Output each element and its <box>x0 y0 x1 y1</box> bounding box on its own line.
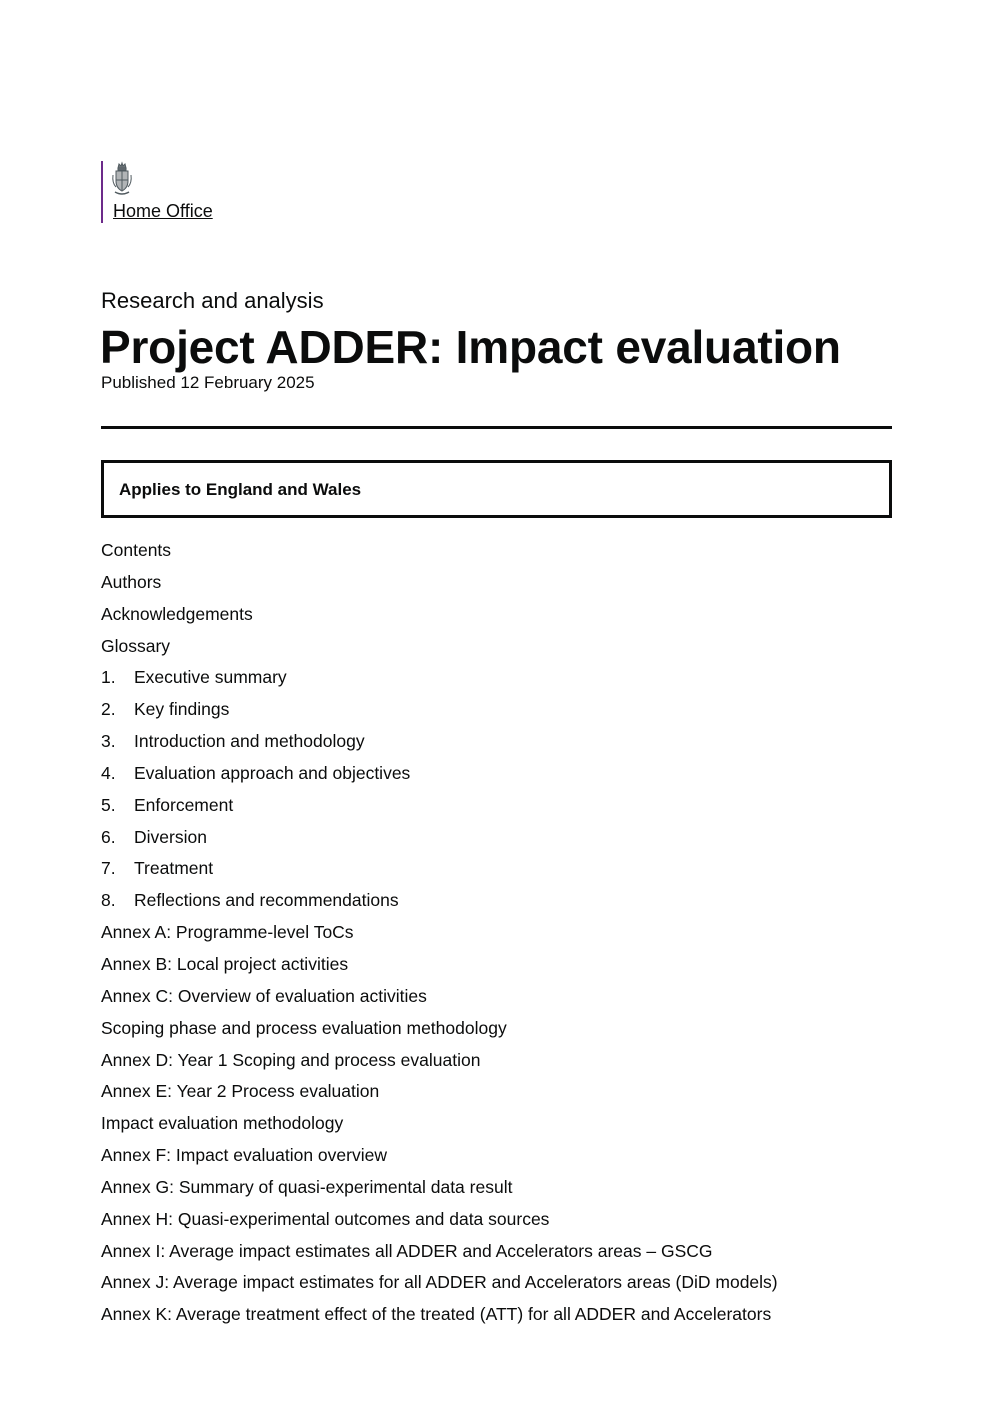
page-title: Project ADDER: Impact evaluation <box>100 321 841 373</box>
list-item[interactable] <box>101 1238 778 1270</box>
list-item[interactable] <box>101 760 778 792</box>
toc-label: Executive summary <box>134 667 287 688</box>
toc-label: Evaluation approach and objectives <box>134 762 411 783</box>
list-item[interactable] <box>101 1301 778 1333</box>
toc-label: Enforcement <box>134 794 234 815</box>
toc-number: 5. <box>101 794 116 815</box>
toc-label: Annex B: Local project activities <box>101 953 349 974</box>
toc-number: 3. <box>101 731 116 752</box>
organisation-logo <box>101 161 213 223</box>
toc-label: Scoping phase and process evaluation methodology <box>101 1017 507 1038</box>
royal-coat-of-arms-icon <box>111 161 133 197</box>
list-item[interactable] <box>101 919 778 951</box>
toc-number: 2. <box>101 699 116 720</box>
applies-to-box <box>101 460 892 518</box>
toc-label: Diversion <box>134 826 207 847</box>
list-item[interactable] <box>101 792 778 824</box>
toc-label: Impact evaluation methodology <box>101 1113 344 1134</box>
toc-label: Annex D: Year 1 Scoping and process evaluation <box>101 1049 481 1070</box>
published-date: Published 12 February 2025 <box>101 373 315 392</box>
home-office-link[interactable]: Home Office <box>113 201 213 221</box>
list-item[interactable] <box>101 983 778 1015</box>
toc-number: 4. <box>101 762 116 783</box>
toc-label: Annex J: Average impact estimates for all ADDER and Accelerators areas (DiD models) <box>101 1272 778 1293</box>
list-item[interactable] <box>101 1078 778 1110</box>
toc-label: Annex F: Impact evaluation overview <box>101 1145 387 1166</box>
list-item[interactable] <box>101 1206 778 1238</box>
toc-number: 8. <box>101 890 116 911</box>
list-item[interactable] <box>101 855 778 887</box>
toc-number: 1. <box>101 667 116 688</box>
document-type: Research and analysis <box>101 288 324 313</box>
table-of-contents <box>101 537 778 1333</box>
toc-label: Key findings <box>134 699 230 720</box>
list-item[interactable] <box>101 728 778 760</box>
list-item[interactable] <box>101 824 778 856</box>
section-divider <box>101 426 892 429</box>
toc-label: Treatment <box>134 858 214 879</box>
toc-label: Authors <box>101 571 162 592</box>
list-item[interactable] <box>101 1015 778 1047</box>
toc-label: Glossary <box>101 635 171 656</box>
toc-label: Acknowledgements <box>101 603 253 624</box>
toc-label: Annex I: Average impact estimates all ADDER and Accelerators areas – GSCG <box>101 1240 713 1261</box>
list-item[interactable] <box>101 696 778 728</box>
toc-label: Annex A: Programme-level ToCs <box>101 922 354 943</box>
list-item[interactable] <box>101 1047 778 1079</box>
toc-label: Annex C: Overview of evaluation activities <box>101 985 427 1006</box>
list-item[interactable] <box>101 1110 778 1142</box>
list-item[interactable] <box>101 887 778 919</box>
applies-to-label: Applies to England and Wales <box>119 480 362 499</box>
toc-label: Contents <box>101 540 172 560</box>
list-item[interactable] <box>101 1174 778 1206</box>
list-item[interactable] <box>101 1142 778 1174</box>
list-item[interactable] <box>101 1269 778 1301</box>
toc-number: 7. <box>101 858 116 879</box>
list-item[interactable] <box>101 633 778 665</box>
toc-label: Introduction and methodology <box>134 731 365 752</box>
list-item[interactable] <box>101 951 778 983</box>
toc-number: 6. <box>101 826 116 847</box>
list-item[interactable] <box>101 569 778 601</box>
list-item[interactable] <box>101 537 778 569</box>
toc-label: Annex G: Summary of quasi-experimental data result <box>101 1176 513 1197</box>
toc-label: Reflections and recommendations <box>134 890 399 911</box>
toc-label: Annex K: Average treatment effect of the treated (ATT) for all ADDER and Accelerators <box>101 1304 772 1325</box>
toc-label: Annex E: Year 2 Process evaluation <box>101 1081 380 1102</box>
list-item[interactable] <box>101 664 778 696</box>
toc-label: Annex H: Quasi-experimental outcomes and data sources <box>101 1208 550 1229</box>
list-item[interactable] <box>101 601 778 633</box>
